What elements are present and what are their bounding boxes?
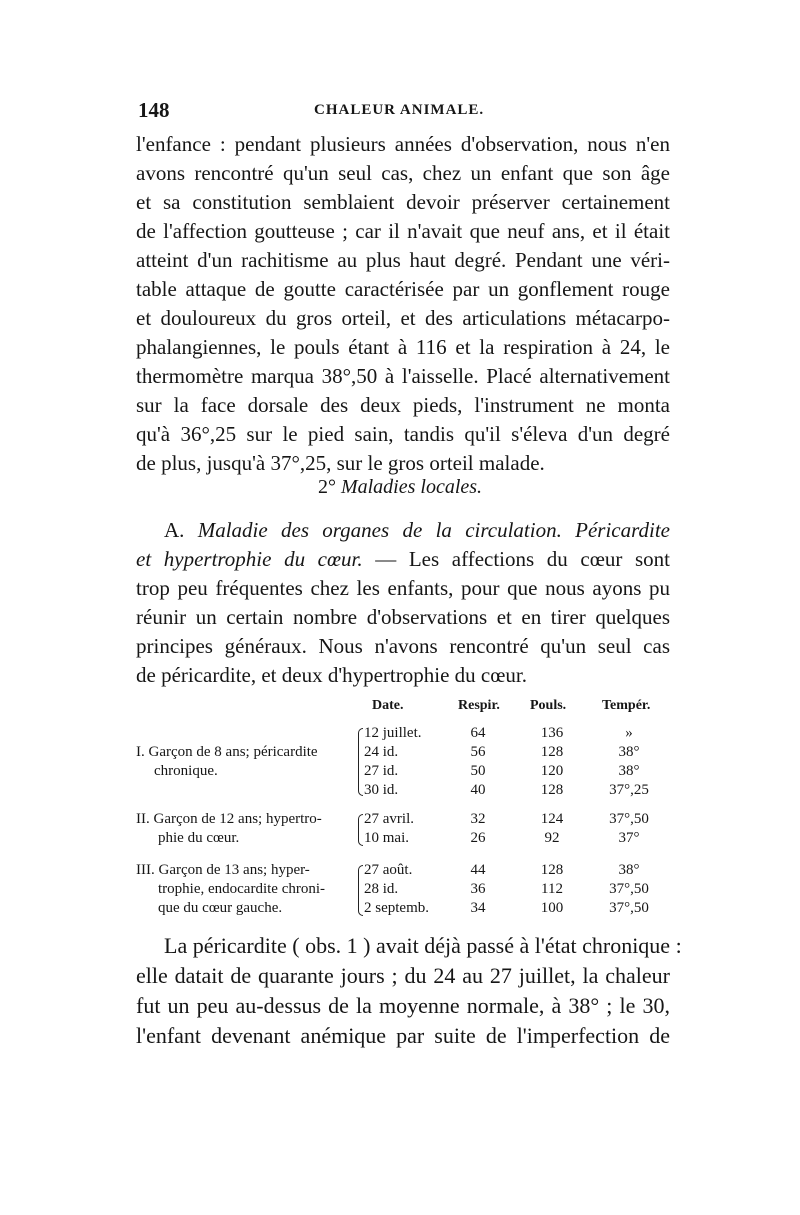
text-line: atteint d'un rachitisme au plus haut degré. Pendant une véri- xyxy=(136,248,670,272)
text-line: et douloureux du gros orteil, et des articulations métacarpo- xyxy=(136,306,670,330)
paragraph-gout-case xyxy=(136,130,670,478)
table-row xyxy=(136,899,676,918)
cell-respir: 32 xyxy=(470,811,486,827)
cell-date: 12 juillet. xyxy=(364,725,422,741)
paragraph-pericarditis xyxy=(136,931,682,1051)
table-row xyxy=(136,880,676,899)
cell-pouls: 128 xyxy=(540,862,564,878)
table-row xyxy=(136,861,676,880)
description-line: trophie, endocardite chroni- xyxy=(158,881,326,897)
cell-date: 27 août. xyxy=(364,862,413,878)
cell-respir: 40 xyxy=(470,782,486,798)
cell-pouls: 112 xyxy=(541,881,563,897)
table-row xyxy=(136,762,676,781)
cell-temper: 37° xyxy=(618,830,640,846)
description-line: II. Garçon de 12 ans; hypertro- xyxy=(136,811,322,827)
cell-pouls: 128 xyxy=(540,782,564,798)
text-line: sur la face dorsale des deux pieds, l'instrument ne monta xyxy=(136,393,670,417)
text-line: fut un peu au-dessus de la moyenne normale, à 38° ; le 30, xyxy=(136,993,670,1018)
text-line: elle datait de quarante jours ; du 24 au 27 juillet, la chaleur xyxy=(136,963,670,988)
page-header xyxy=(138,98,668,122)
cell-pouls: 92 xyxy=(544,830,560,846)
cell-temper: 37°,25 xyxy=(609,782,649,798)
table-row xyxy=(136,724,676,743)
cell-date: 30 id. xyxy=(364,782,399,798)
paragraph-circulation xyxy=(136,516,670,690)
cell-respir: 56 xyxy=(470,744,486,760)
cell-respir: 64 xyxy=(470,725,486,741)
description-line: chronique. xyxy=(154,763,218,779)
text-line: phalangiennes, le pouls étant à 116 et la respiration à 24, le xyxy=(136,335,670,359)
cell-temper: » xyxy=(625,725,633,741)
section-number: 2° xyxy=(317,476,336,498)
cell-pouls: 120 xyxy=(540,763,564,779)
text-line: avons rencontré qu'un seul cas, chez un enfant que son âge xyxy=(136,161,670,185)
italic-heading: et hypertrophie du cœur. xyxy=(136,547,363,571)
cell-temper: 38° xyxy=(618,744,640,760)
table-row xyxy=(136,810,676,829)
text-line: de péricardite, et deux d'hypertrophie du cœur. xyxy=(136,663,527,687)
cell-date: 2 septemb. xyxy=(364,900,429,916)
cell-respir: 50 xyxy=(470,763,486,779)
table-row xyxy=(136,829,676,848)
text-line: et sa constitution semblaient devoir préserver certainement xyxy=(136,190,670,214)
section-title: Maladies locales. xyxy=(340,476,483,498)
text-line: l'enfance : pendant plusieurs années d'observation, nous n'en xyxy=(136,132,670,156)
section-heading xyxy=(0,476,800,499)
cell-respir: 36 xyxy=(470,881,486,897)
column-header-respir: Respir. xyxy=(458,698,500,713)
description-line: III. Garçon de 13 ans; hyper- xyxy=(136,862,310,878)
text-line xyxy=(136,545,670,574)
cell-respir: 26 xyxy=(470,830,486,846)
description-line: que du cœur gauche. xyxy=(158,900,283,916)
text-line: trop peu fréquentes chez les enfants, pour que nous ayons pu xyxy=(136,576,670,600)
cell-pouls: 128 xyxy=(540,744,564,760)
column-header-date: Date. xyxy=(372,698,404,713)
text-line: l'enfant devenant anémique par suite de l'imperfection de xyxy=(136,1023,670,1048)
cell-date: 27 avril. xyxy=(364,811,414,827)
column-header-pouls: Pouls. xyxy=(530,698,567,713)
page-number: 148 xyxy=(138,98,170,122)
text-line: principes généraux. Nous n'avons rencontré qu'un seul cas xyxy=(136,634,670,658)
table-row xyxy=(136,781,676,800)
cell-date: 24 id. xyxy=(364,744,399,760)
cell-date: 28 id. xyxy=(364,881,399,897)
text-line: thermomètre marqua 38°,50 à l'aisselle. Placé alternativement xyxy=(136,364,670,388)
cell-temper: 38° xyxy=(618,763,640,779)
text-line: La péricardite ( obs. 1 ) avait déjà passé à l'état chronique : xyxy=(164,933,682,958)
cell-pouls: 100 xyxy=(540,900,564,916)
cell-temper: 37°,50 xyxy=(609,811,649,827)
cell-respir: 44 xyxy=(470,862,486,878)
cell-temper: 37°,50 xyxy=(609,900,649,916)
heading-letter: A. xyxy=(164,518,185,542)
cell-respir: 34 xyxy=(470,900,486,916)
cell-temper: 38° xyxy=(618,862,640,878)
cell-date: 10 mai. xyxy=(364,830,409,846)
text-line: table attaque de goutte caractérisée par un gonflement rouge xyxy=(136,277,670,301)
cell-temper: 37°,50 xyxy=(609,881,649,897)
text-line: qu'à 36°,25 sur le pied sain, tandis qu'il s'éleva d'un degré xyxy=(136,422,670,446)
text-line: de l'affection goutteuse ; car il n'avait que neuf ans, et il était xyxy=(136,219,670,243)
cell-pouls: 136 xyxy=(540,725,564,741)
description-line: phie du cœur. xyxy=(158,830,240,846)
table-row xyxy=(136,743,676,762)
running-title: CHALEUR ANIMALE. xyxy=(314,102,485,118)
cell-pouls: 124 xyxy=(540,811,564,827)
text-fragment: — Les affections du cœur sont xyxy=(362,547,670,571)
text-line: de plus, jusqu'à 37°,25, sur le gros orteil malade. xyxy=(136,451,545,475)
text-line xyxy=(136,516,670,545)
cell-date: 27 id. xyxy=(364,763,399,779)
text-line: réunir un certain nombre d'observations et en tirer quelques xyxy=(136,605,670,629)
column-header-temper: Tempér. xyxy=(602,698,651,713)
description-line: I. Garçon de 8 ans; péricardite xyxy=(136,744,318,760)
italic-heading: Maladie des organes de la circulation. Péricardite xyxy=(197,518,670,542)
